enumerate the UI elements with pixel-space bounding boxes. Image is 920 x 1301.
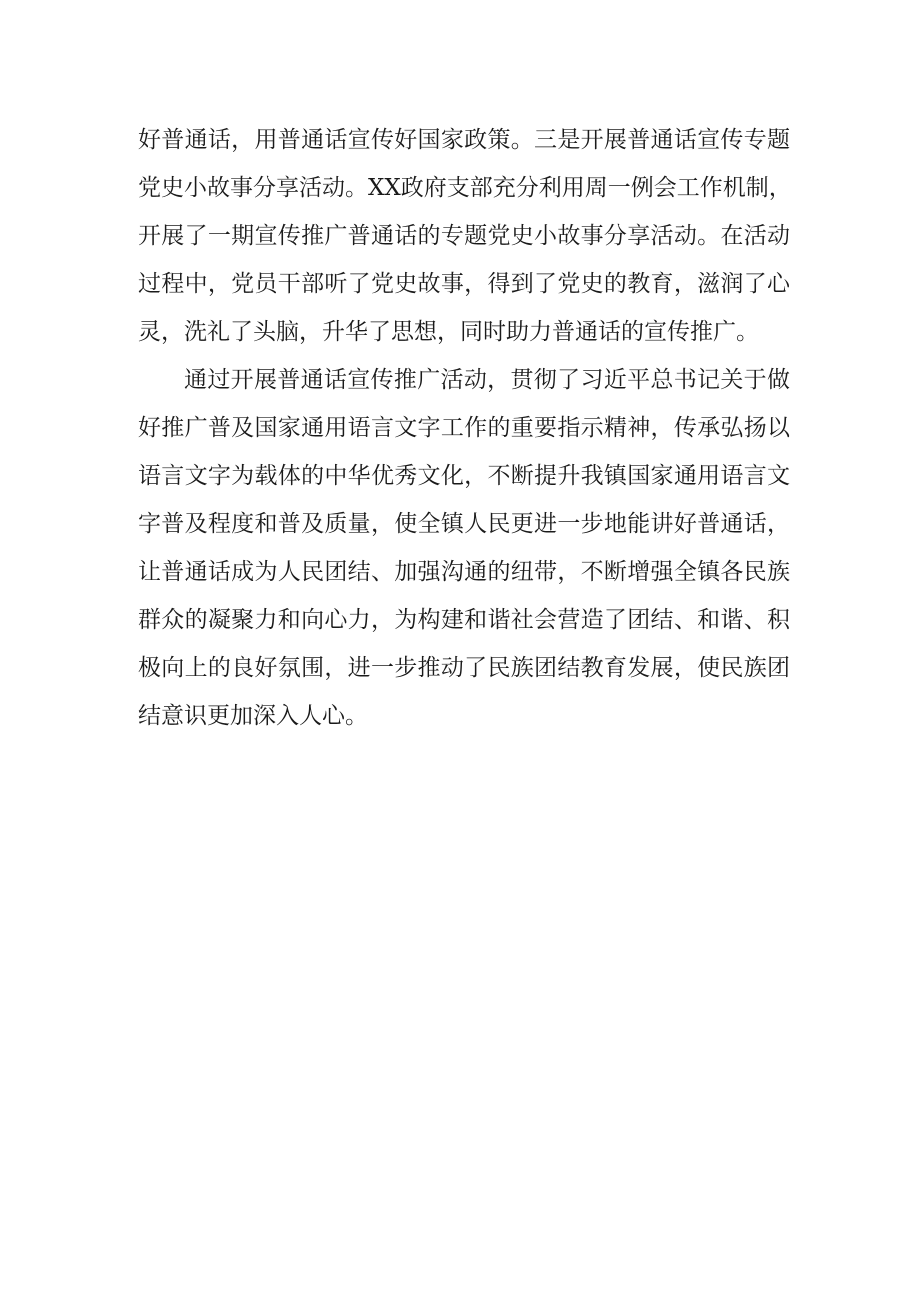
paragraph-2 [138, 356, 790, 740]
text-line: 语言文字为载体的中华优秀文化，不断提升我镇国家通用语言文 [138, 463, 790, 489]
text-line: 党史小故事分享活动。XX政府支部充分利用周一例会工作机制， [138, 175, 792, 201]
document-body [138, 116, 790, 740]
text-line: 好推广普及国家通用语言文字工作的重要指示精神，传承弘扬以 [138, 415, 790, 441]
text-line: 让普通话成为人民团结、加强沟通的纽带，不断增强全镇各民族 [138, 559, 790, 585]
paragraph-1 [138, 116, 790, 356]
text-line: 群众的凝聚力和向心力，为构建和谐社会营造了团结、和谐、积 [138, 607, 790, 633]
text-line: 灵，洗礼了头脑，升华了思想，同时助力普通话的宣传推广。 [138, 319, 759, 345]
text-line: 字普及程度和普及质量，使全镇人民更进一步地能讲好普通话， [138, 511, 790, 537]
text-line: 过程中，党员干部听了党史故事，得到了党史的教育，滋润了心 [138, 271, 790, 297]
text-line: 开展了一期宣传推广普通话的专题党史小故事分享活动。在活动 [138, 223, 790, 249]
text-line: 结意识更加深入人心。 [138, 703, 368, 729]
text-line: 通过开展普通话宣传推广活动，贯彻了习近平总书记关于做 [184, 367, 790, 393]
text-line: 好普通话，用普通话宣传好国家政策。三是开展普通话宣传专题 [138, 127, 790, 153]
text-line: 极向上的良好氛围，进一步推动了民族团结教育发展，使民族团 [138, 655, 790, 681]
